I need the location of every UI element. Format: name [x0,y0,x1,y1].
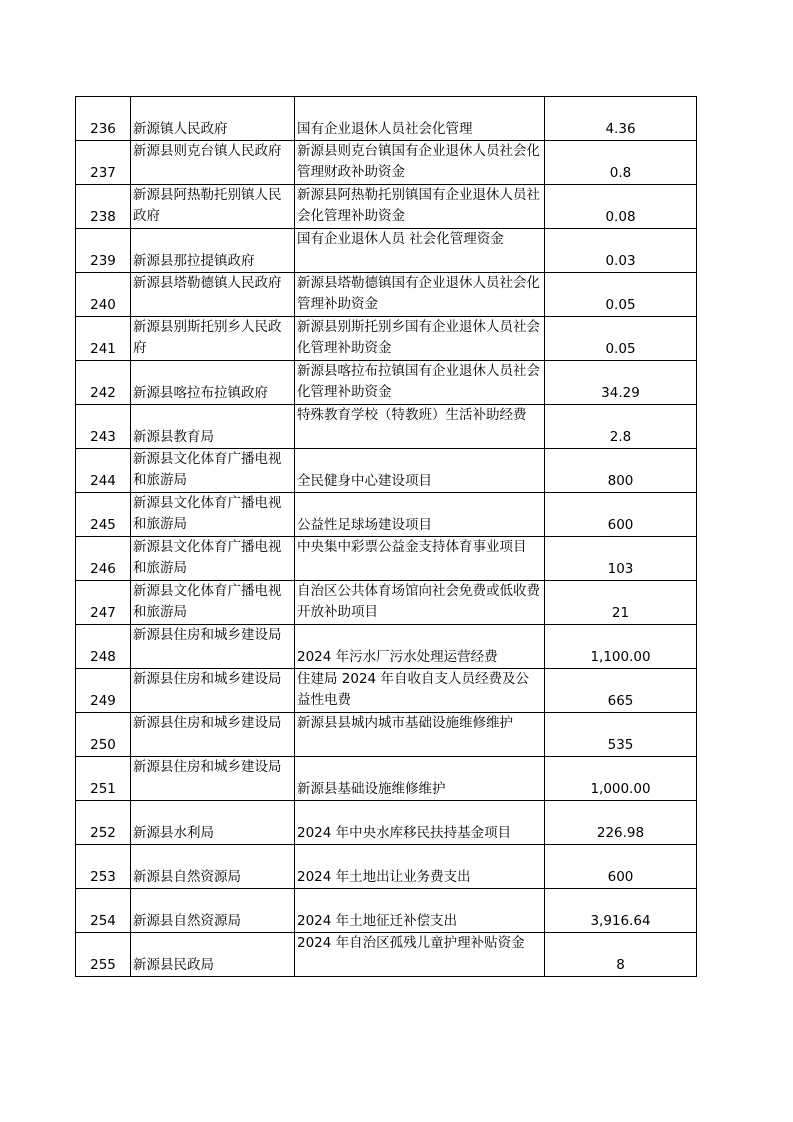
row-number: 245 [76,493,131,537]
amount: 1,100.00 [545,625,697,669]
unit-name: 新源县住房和城乡建设局 [131,713,295,757]
row-number: 252 [76,801,131,845]
row-number: 240 [76,273,131,317]
project-name: 2024 年自治区孤残儿童护理补贴资金 [295,933,545,977]
table-row [76,361,697,405]
table-row [76,889,697,933]
amount: 1,000.00 [545,757,697,801]
table-row [76,405,697,449]
project-name: 全民健身中心建设项目 [295,449,545,493]
table-body [76,97,697,977]
table-row [76,933,697,977]
row-number: 255 [76,933,131,977]
amount: 0.05 [545,273,697,317]
row-number: 250 [76,713,131,757]
project-name: 2024 年污水厂污水处理运营经费 [295,625,545,669]
unit-name: 新源县别斯托别乡人民政府 [131,317,295,361]
amount: 226.98 [545,801,697,845]
row-number: 254 [76,889,131,933]
amount: 600 [545,493,697,537]
row-number: 243 [76,405,131,449]
unit-name: 新源县住房和城乡建设局 [131,625,295,669]
project-name: 新源县别斯托别乡国有企业退休人员社会化管理补助资金 [295,317,545,361]
project-name: 2024 年土地征迁补偿支出 [295,889,545,933]
table-row [76,625,697,669]
row-number: 236 [76,97,131,141]
unit-name: 新源县民政局 [131,933,295,977]
table-row [76,317,697,361]
table-row [76,229,697,273]
row-number: 253 [76,845,131,889]
unit-name: 新源县水利局 [131,801,295,845]
row-number: 238 [76,185,131,229]
amount: 8 [545,933,697,977]
unit-name: 新源县自然资源局 [131,845,295,889]
unit-name: 新源县文化体育广播电视和旅游局 [131,493,295,537]
table-row [76,581,697,625]
table-row [76,713,697,757]
row-number: 249 [76,669,131,713]
project-name: 自治区公共体育场馆向社会免费或低收费开放补助项目 [295,581,545,625]
amount: 0.08 [545,185,697,229]
unit-name: 新源县自然资源局 [131,889,295,933]
table-row [76,801,697,845]
unit-name: 新源县教育局 [131,405,295,449]
amount: 103 [545,537,697,581]
amount: 600 [545,845,697,889]
table-row [76,757,697,801]
unit-name: 新源县文化体育广播电视和旅游局 [131,537,295,581]
amount: 800 [545,449,697,493]
project-name: 住建局 2024 年自收自支人员经费及公益性电费 [295,669,545,713]
unit-name: 新源县塔勒德镇人民政府 [131,273,295,317]
row-number: 248 [76,625,131,669]
row-number: 237 [76,141,131,185]
table-row [76,185,697,229]
row-number: 247 [76,581,131,625]
amount: 0.03 [545,229,697,273]
project-name: 国有企业退休人员社会化管理 [295,97,545,141]
table-row [76,141,697,185]
table-row [76,493,697,537]
unit-name: 新源县住房和城乡建设局 [131,669,295,713]
table-row [76,669,697,713]
project-name: 新源县阿热勒托别镇国有企业退休人员社会化管理补助资金 [295,185,545,229]
project-name: 2024 年土地出让业务费支出 [295,845,545,889]
unit-name: 新源县则克台镇人民政府 [131,141,295,185]
row-number: 246 [76,537,131,581]
unit-name: 新源县阿热勒托别镇人民政府 [131,185,295,229]
unit-name: 新源县那拉提镇政府 [131,229,295,273]
amount: 34.29 [545,361,697,405]
project-name: 公益性足球场建设项目 [295,493,545,537]
table-row [76,845,697,889]
project-name: 新源县则克台镇国有企业退休人员社会化管理财政补助资金 [295,141,545,185]
amount: 2.8 [545,405,697,449]
row-number: 242 [76,361,131,405]
project-name: 国有企业退休人员 社会化管理资金 [295,229,545,273]
table-row [76,273,697,317]
project-name: 新源县基础设施维修维护 [295,757,545,801]
amount: 0.05 [545,317,697,361]
unit-name: 新源县文化体育广播电视和旅游局 [131,581,295,625]
table-row [76,97,697,141]
unit-name: 新源县文化体育广播电视和旅游局 [131,449,295,493]
project-name: 特殊教育学校（特教班）生活补助经费 [295,405,545,449]
project-name: 新源县县城内城市基础设施维修维护 [295,713,545,757]
amount: 0.8 [545,141,697,185]
project-name: 2024 年中央水库移民扶持基金项目 [295,801,545,845]
amount: 3,916.64 [545,889,697,933]
amount: 21 [545,581,697,625]
amount: 665 [545,669,697,713]
unit-name: 新源县喀拉布拉镇政府 [131,361,295,405]
row-number: 241 [76,317,131,361]
row-number: 244 [76,449,131,493]
table-row [76,537,697,581]
amount: 535 [545,713,697,757]
budget-table [75,96,697,977]
project-name: 中央集中彩票公益金支持体育事业项目 [295,537,545,581]
project-name: 新源县喀拉布拉镇国有企业退休人员社会化管理补助资金 [295,361,545,405]
row-number: 239 [76,229,131,273]
project-name: 新源县塔勒德镇国有企业退休人员社会化管理补助资金 [295,273,545,317]
unit-name: 新源镇人民政府 [131,97,295,141]
amount: 4.36 [545,97,697,141]
row-number: 251 [76,757,131,801]
table-row [76,449,697,493]
unit-name: 新源县住房和城乡建设局 [131,757,295,801]
